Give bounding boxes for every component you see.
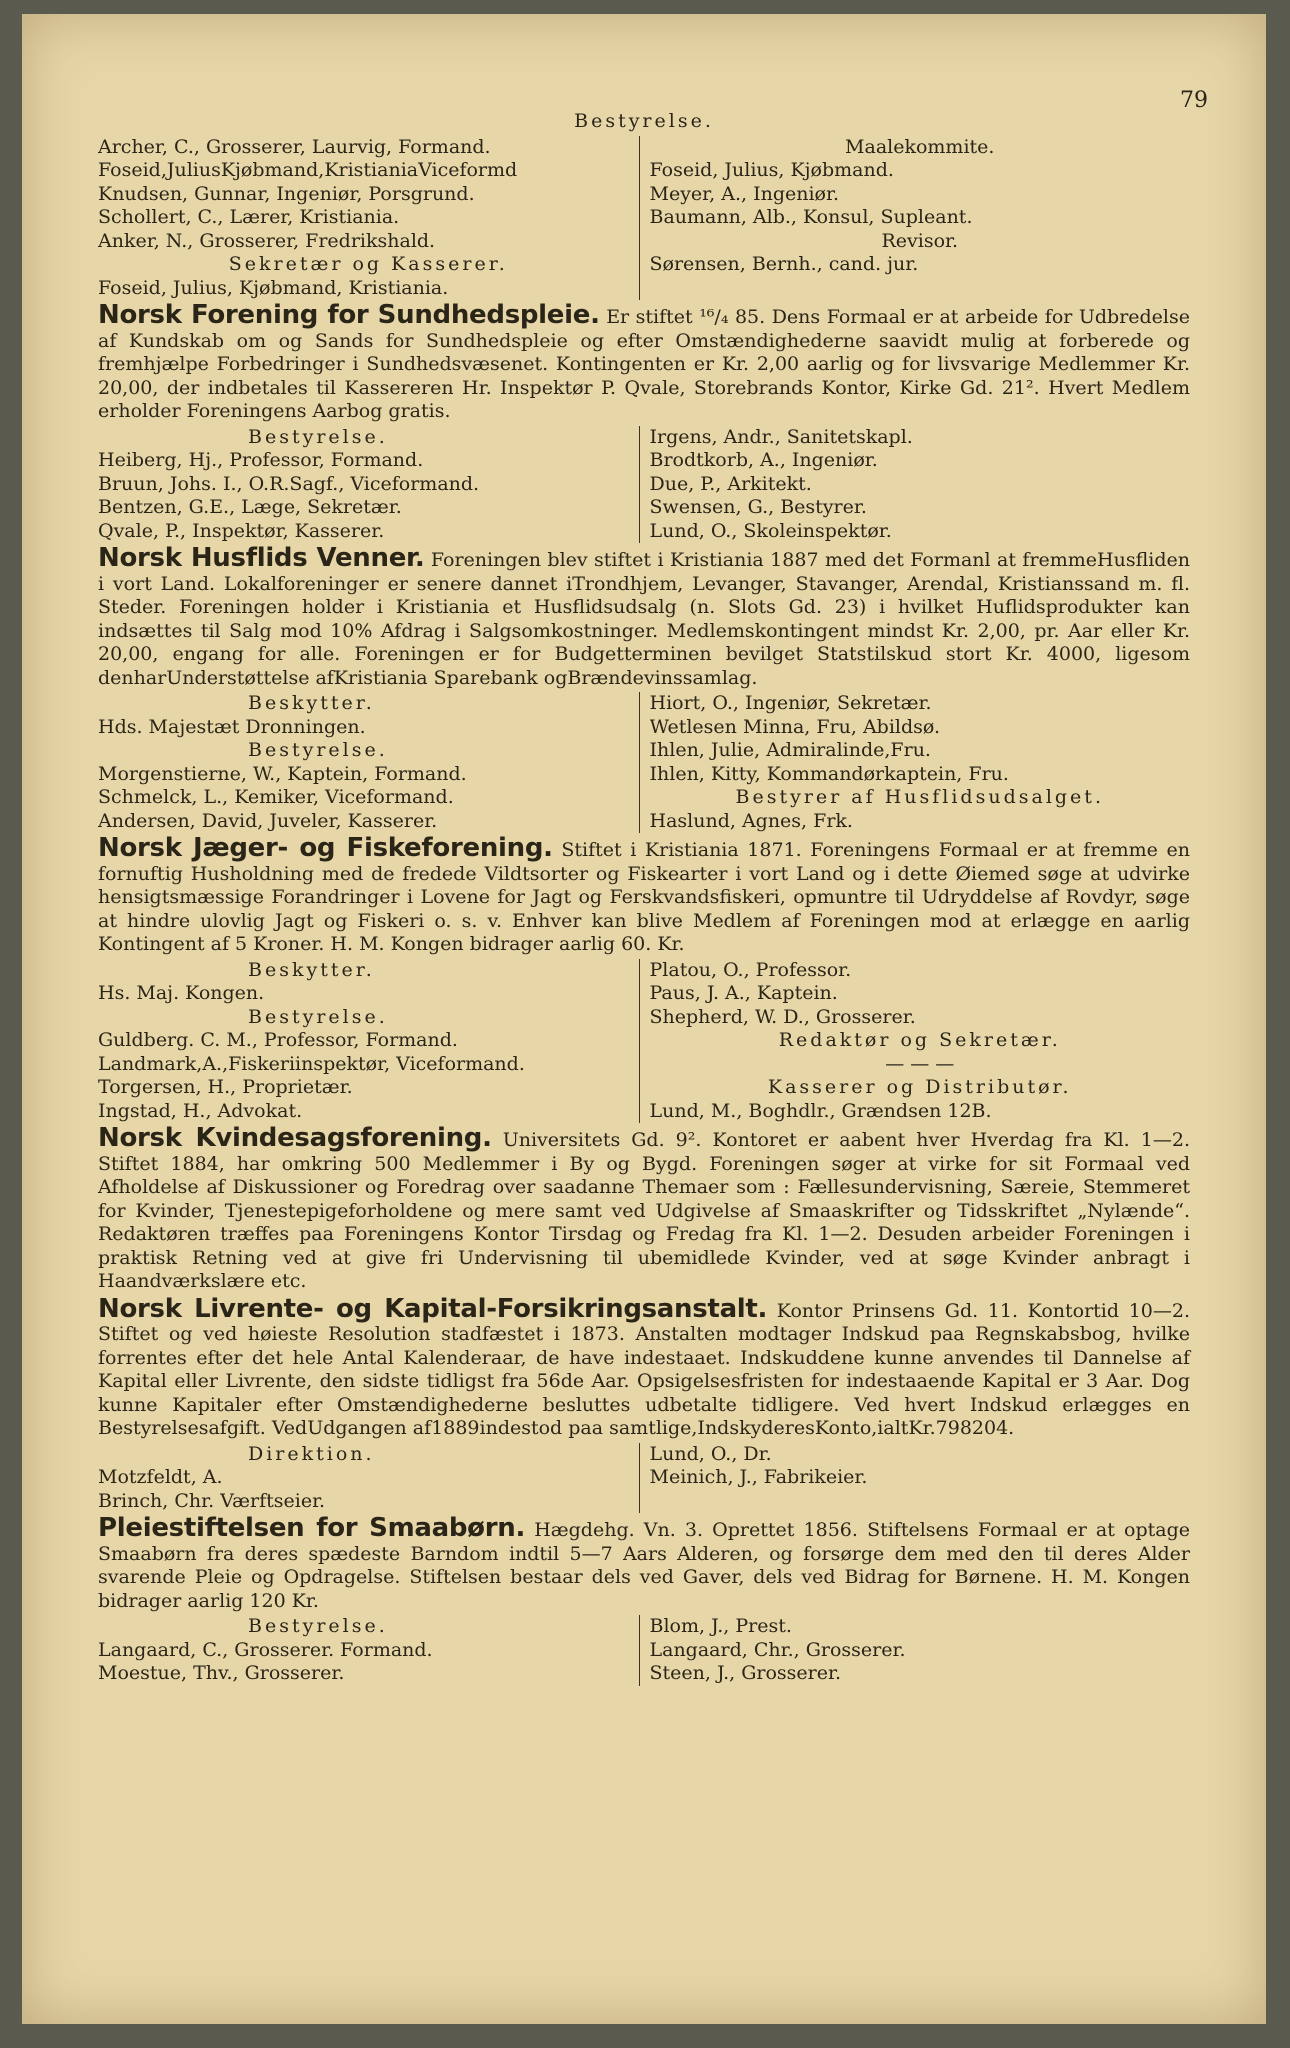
subheading: Beskytter. bbox=[248, 692, 375, 714]
page-number: 79 bbox=[1180, 88, 1208, 113]
list-item: Moestue, Thv., Grosserer. bbox=[98, 1662, 345, 1684]
list-item: Brodtkorb, A., Ingeniør. bbox=[649, 449, 878, 471]
section-heading: Bestyrelse. bbox=[574, 110, 714, 132]
top-columns bbox=[98, 136, 1190, 301]
page bbox=[22, 14, 1266, 2024]
dash-placeholder: — — — bbox=[885, 1052, 955, 1075]
list-item: Shepherd, W. D., Grosserer. bbox=[649, 1005, 916, 1028]
list-item: Swensen, G., Bestyrer. bbox=[649, 496, 867, 518]
right-column bbox=[639, 1443, 1191, 1514]
board-columns bbox=[98, 1443, 1190, 1514]
org-name: Pleiestiftelsen for Smaabørn. bbox=[98, 1513, 526, 1543]
subheading: Sekretær og Kasserer. bbox=[228, 253, 508, 275]
board-columns bbox=[98, 1615, 1190, 1686]
list-item: Archer, C., Grosserer, Laurvig, Formand. bbox=[98, 135, 491, 158]
list-item: Meyer, A., Ingeniør. bbox=[649, 182, 840, 205]
list-item: Langaard, C., Grosserer. Formand. bbox=[98, 1638, 433, 1661]
org-text: Stiftet i Kristiania 1871. Foreningens Formaal er at fremme en fornuftig Husholdning med de fredede Vildtsorter og Fiskearter i vort Land og i dette Øiemed søge at udvirke hensigtsmæssige Forandringer i Lovene for Jagt og Ferskvandsfiskeri, opmuntre til Udryddelse af Rovdyr, søge at hindre ulovlig Jagt og Fiskeri o. s. v. Enhver kan blive Medlem af Foreningen mod at erlægge en aarlig Kontingent af 5 Kroner. H. M. Kongen bidrager aarlig 60. Kr. bbox=[98, 839, 1191, 955]
org-entry bbox=[98, 833, 1191, 957]
board-columns bbox=[98, 959, 1190, 1124]
list-item: Foseid, Julius, Kjøbmand. bbox=[649, 159, 894, 181]
list-item: Hiort, O., Ingeniør, Sekretær. bbox=[649, 692, 932, 714]
right-column bbox=[639, 692, 1191, 833]
org-name: Norsk Kvindesagsforening. bbox=[98, 1123, 492, 1153]
org-name: Norsk Jæger- og Fiskeforening. bbox=[98, 833, 553, 863]
list-item: Due, P., Arkitekt. bbox=[649, 472, 812, 495]
list-item: Ingstad, H., Advokat. bbox=[98, 1099, 303, 1122]
org-text: Er stiftet ¹⁶/₄ 85. Dens Formaal er at arbeide for Udbredelse af Kundskab om og Sands for Sundhedspleie og efter Omstændighederne saavidt mulig at forberede og fremhjælpe Forbedringer i Sundhedsvæsenet. Kontingenten er Kr. 2,00 aarlig og for livsvarige Medlemmer Kr. 20,00, der indbetales til Kassereren Hr. Inspektør P. Qvale, Storebrands Kontor, Kirke Gd. 21². Hvert Medlem erholder Foreningens Aarbog gratis. bbox=[98, 306, 1190, 422]
list-item: Baumann, Alb., Konsul, Supleant. bbox=[649, 206, 973, 228]
list-item: Wetlesen Minna, Fru, Abildsø. bbox=[649, 715, 941, 738]
list-item: Heiberg, Hj., Professor, Formand. bbox=[98, 449, 424, 471]
list-item: Bentzen, G.E., Læge, Sekretær. bbox=[98, 496, 402, 518]
subheading: Beskytter. bbox=[248, 958, 375, 981]
subheading: Direktion. bbox=[248, 1442, 375, 1465]
org-text: Hægdehg. Vn. 3. Oprettet 1856. Stiftelsens Formaal er at optage Smaabørn fra deres spædeste Barndom indtil 5—7 Aars Alderen, og forsørge dem med den til deres Alder svarende Pleie og Opdragelse. Stiftelsen bestaar dels ved Gaver, dels ved Bidrag for Børnene. H. M. Kongen bidrager aarlig 120 Kr. bbox=[98, 1519, 1190, 1612]
subheading: Kasserer og Distributør. bbox=[767, 1076, 1072, 1098]
list-item: Foseid, Julius, Kjøbmand, Kristiania. bbox=[98, 276, 449, 299]
subheading: Redaktør og Sekretær. bbox=[778, 1029, 1061, 1051]
list-item: Meinich, J., Fabrikeier. bbox=[649, 1466, 868, 1488]
subheading: Bestyrelse. bbox=[248, 1005, 388, 1028]
org-name: Norsk Livrente- og Kapital-Forsikringsanstalt. bbox=[98, 1293, 768, 1324]
list-item: Ihlen, Julie, Admiralinde,Fru. bbox=[649, 739, 931, 761]
list-item: Lund, M., Boghdlr., Grændsen 12B. bbox=[649, 1099, 992, 1122]
org-text: Foreningen blev stiftet i Kristiania 1887 med det Formanl at fremmeHusfliden i vort Land. Lokalforeninger er senere dannet iTrondhjem, Levanger, Stavanger, Arendal, Kristianssand m. fl. Steder. Foreningen holder i Kristiania et Husflidsudsalg (n. Slots Gd. 23) i hvilket Huflidsprodukter kan indsættes til Salg mod 10% Afdrag i Salgsomkostninger. Medlemskontingent mindst Kr. 2,00, pr. Aar eller Kr. 20,00, engang for alle. Foreningen er for Budgetterminen bevilget Statstilskud stort Kr. 4000, ligesom denharUnderstøttelse afKristiania Sparebank ogBrændevinssamlag. bbox=[98, 549, 1190, 689]
subheading: Bestyrer af Husflidsudsalget. bbox=[735, 786, 1104, 808]
list-item: Platou, O., Professor. bbox=[649, 958, 852, 981]
list-item: Bruun, Johs. I., O.R.Sagf., Viceformand. bbox=[98, 472, 480, 495]
left-column bbox=[98, 959, 639, 1124]
org-text: Universitets Gd. 9². Kontoret er aabent hver Hverdag fra Kl. 1—2. Stiftet 1884, har omkring 500 Medlemmer i By og Bygd. Foreningen søger at virke for sit Formaal ved Afholdelse af Diskussioner og Foredrag over saadanne Themaer som : Fællesundervisning, Særeie, Stemmeret for Kvinder, Tjenestepigeforholdene og mere samt ved Udgivelse af Smaaskrifter og Tidsskriftet „Nylænde“. Redaktøren træffes paa Foreningens Kontor Tirsdag og Fredag fra Kl. 1—2. Desuden arbeider Foreningen i praktisk Retning ved at give fri Undervisning til ubemidlede Kvinder, ved at søge Kvinder anbragt i Haandværkslære etc. bbox=[98, 1129, 1190, 1292]
left-column bbox=[98, 136, 639, 301]
org-entry bbox=[98, 1123, 1190, 1294]
subheading: Bestyrelse. bbox=[248, 1615, 388, 1637]
org-entry bbox=[98, 300, 1190, 424]
org-name: Norsk Husflids Venner. bbox=[98, 543, 425, 573]
list-item: Anker, N., Grosserer, Fredrikshald. bbox=[98, 229, 436, 252]
org-entry bbox=[98, 543, 1190, 690]
org-entry bbox=[98, 1293, 1191, 1441]
right-column bbox=[639, 426, 1191, 544]
board-columns bbox=[98, 426, 1190, 544]
left-column bbox=[98, 692, 639, 833]
list-item: Motzfeldt, A. bbox=[98, 1466, 223, 1488]
list-item: Haslund, Agnes, Frk. bbox=[649, 809, 853, 832]
list-item: Foseid,JuliusKjøbmand,KristianiaViceformd bbox=[98, 159, 518, 181]
right-column bbox=[639, 959, 1191, 1124]
list-item: Blom, J., Prest. bbox=[649, 1615, 792, 1637]
list-item: Qvale, P., Inspektør, Kasserer. bbox=[98, 519, 385, 542]
subheading: Bestyrelse. bbox=[248, 425, 388, 448]
left-column bbox=[98, 426, 639, 544]
list-item: Hs. Maj. Kongen. bbox=[98, 982, 265, 1004]
org-entry bbox=[98, 1513, 1190, 1613]
list-item: Irgens, Andr., Sanitetskapl. bbox=[649, 425, 913, 448]
right-column bbox=[639, 1615, 1191, 1686]
list-item: Andersen, David, Juveler, Kasserer. bbox=[98, 809, 438, 832]
list-item: Brinch, Chr. Værftseier. bbox=[98, 1489, 326, 1512]
content bbox=[98, 110, 1190, 1688]
subheading: Maalekommite. bbox=[845, 135, 995, 158]
list-item: Knudsen, Gunnar, Ingeniør, Porsgrund. bbox=[98, 182, 475, 205]
board-columns bbox=[98, 692, 1190, 833]
subheading: Revisor. bbox=[881, 229, 959, 252]
list-item: Guldberg. C. M., Professor, Formand. bbox=[98, 1029, 458, 1051]
list-item: Schollert, C., Lærer, Kristiania. bbox=[98, 206, 400, 228]
list-item: Lund, O., Dr. bbox=[649, 1442, 772, 1465]
list-item: Morgenstierne, W., Kaptein, Formand. bbox=[98, 762, 467, 785]
org-name: Norsk Forening for Sundhedspleie. bbox=[98, 300, 600, 330]
list-item: Torgersen, H., Proprietær. bbox=[98, 1076, 353, 1098]
list-item: Lund, O., Skoleinspektør. bbox=[649, 519, 892, 542]
list-item: Hds. Majestæt Dronningen. bbox=[98, 715, 366, 738]
right-column bbox=[639, 136, 1191, 301]
left-column bbox=[98, 1443, 639, 1514]
org-text: Kontor Prinsens Gd. 11. Kontortid 10—2. Stiftet og ved høieste Resolution stadfæstet i 1873. Anstalten modtager Indskud paa Regnskabsbog, hvilke forrentes efter det hele Antal Kalenderaar, de have indestaaet. Indskuddene kunne anvendes til Dannelse af Kapital eller Livrente, den sidste tidligst fra 56de Aar. Opsigelsesfristen for indestaaende Kapital er 3 Aar. Dog kunne Kapitaler efter Omstændighederne besluttes udbetalte tidligere. Ved hvert Indskud erlægges en Bestyrelsesafgift. VedUdgangen af1889indestod paa samtlige,IndskyderesKonto,ialtKr.798204. bbox=[98, 1299, 1191, 1439]
subheading: Bestyrelse. bbox=[248, 739, 388, 761]
list-item: Sørensen, Bernh., cand. jur. bbox=[649, 253, 919, 275]
list-item: Steen, J., Grosserer. bbox=[649, 1662, 842, 1684]
list-item: Paus, J. A., Kaptein. bbox=[649, 982, 838, 1004]
left-column bbox=[98, 1615, 639, 1686]
list-item: Schmelck, L., Kemiker, Viceformand. bbox=[98, 786, 454, 808]
list-item: Langaard, Chr., Grosserer. bbox=[649, 1638, 906, 1661]
list-item: Ihlen, Kitty, Kommandørkaptein, Fru. bbox=[649, 762, 1009, 785]
list-item: Landmark,A.,Fiskeriinspektør, Viceformand. bbox=[98, 1052, 525, 1075]
